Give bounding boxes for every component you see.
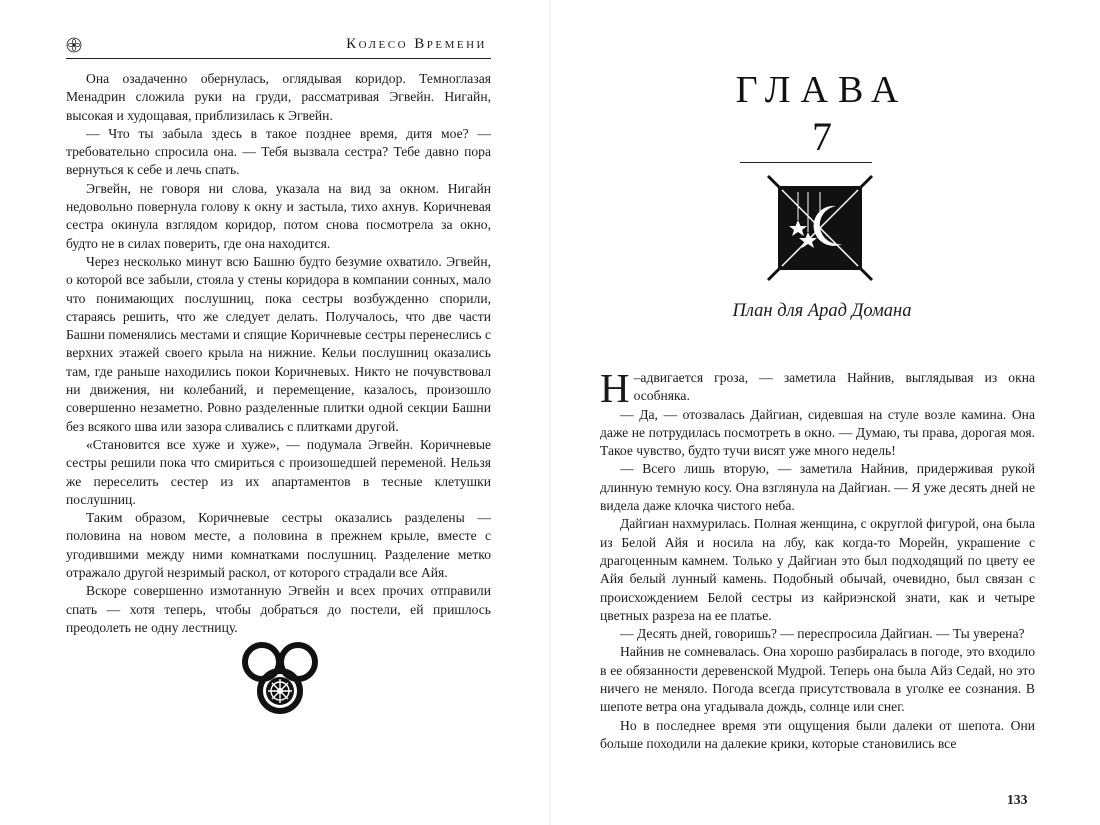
page-number: 133 [1007, 792, 1028, 807]
flower-ornament-icon [66, 37, 82, 53]
paragraph: Найнив не сомневалась. Она хорошо разбиралась в погоде, это входило в ее обязанности деревенской Мудрой. Теперь она была Айз Седай, но это ничего не меняло. Погода всегда присутствовала в уголке ее сознания. В шепоте ветра она угадывала дождь, солнце или снег. [600, 644, 1035, 715]
paragraph [600, 365, 1035, 411]
paragraph: — Всего лишь вторую, — заметила Найнив, придерживая рукой длинную темную косу. Она взглянула на Дайгиан. — Я уже десять дней не видела даже клочка чистого неба. [600, 461, 1035, 514]
chapter-emblem-icon [764, 172, 876, 284]
chapter-heading: ГЛАВА [735, 69, 909, 111]
dialogue-dash: – [633, 370, 641, 385]
paragraph-text: адвигается гроза, — заметила Найнив, выглядывая из окна особняка. [633, 370, 1035, 404]
left-page [0, 0, 548, 825]
running-head-title: Колесо Времени [346, 36, 487, 52]
paragraph: Эгвейн, не говоря ни слова, указала на вид за окном. Нигайн недовольно повернула голову к окну и застыла, тихо ахнув. Коричневая сестра окинула взглядом коридор, потом снова посмотрела за окно, будто не в силах поверить, где она находится. [66, 180, 491, 251]
chapter-title: План для Арад Домана [732, 301, 912, 321]
left-text-block [66, 70, 491, 637]
paragraph: — Десять дней, говоришь? — переспросила Дайгиан. — Ты уверена? [620, 626, 1025, 642]
chapter-rule [740, 162, 872, 163]
paragraph: Вскоре совершенно измотанную Эгвейн и всех прочих отправили спать — хотя теперь, чтобы добраться до постели, ей пришлось преодолеть не одну лестницу. [66, 583, 491, 635]
paragraph: Она озадаченно обернулась, оглядывая коридор. Темноглазая Менадрин сложила руки на груди, рассматривая Эгвейн. Нигайн, высокая и худощавая, приблизилась к Эгвейн. [66, 71, 491, 123]
paragraph: — Да, — отозвалась Дайгиан, сидевшая на стуле возле камина. Она даже не потрудилась посмотреть в окно. — Думаю, ты права, дорогая моя. Такое чувство, будто тучи висят уже много недель! [600, 406, 1035, 459]
paragraph: — Что ты забыла здесь в такое позднее время, дитя мое? — требовательно спросила она. — Тебя вызвала сестра? Тебе давно пора вернуться к себе и лечь спать. [66, 125, 491, 178]
running-head [66, 36, 491, 59]
paragraph: Дайгиан нахмурилась. Полная женщина, с округлой фигурой, она была из Белой Айя и носила на лбу, как когда-то Морейн, украшение с драгоценным камнем. Только у Дайгиан это был подходящий по цвету ее Айя белый лунный камень. Подобный обычай, очевидно, был связан с происхождением Белой сестры из кайриэнской знати, как и четыре цветных разреза на ее платье. [600, 516, 1035, 623]
wheel-of-time-logo-icon [240, 636, 322, 718]
paragraph: Таким образом, Коричневые сестры оказались разделены — половина на новом месте, а половина в прежнем крыле, вместе с угодившими между ними комнатками послушниц. Разделение метко отражало другой незримый раскол, от которого страдали все Айя. [66, 510, 491, 581]
dropcap: Н [600, 365, 630, 411]
book-gutter [549, 0, 551, 825]
chapter-number: 7 [812, 114, 832, 159]
paragraph: Но в последнее время эти ощущения были далеки от шепота. Они больше походили на далекие крики, которые становились все [600, 717, 1035, 751]
right-page [552, 0, 1100, 825]
right-text-block [600, 365, 1035, 753]
paragraph: «Становится все хуже и хуже», — подумала Эгвейн. Коричневые сестры решили пока что смириться с произошедшей переменой. Нельзя же переселить сестер из их апартаментов в тесные клетушки послушниц. [66, 436, 491, 507]
paragraph: Через несколько минут всю Башню будто безумие охватило. Эгвейн, о которой все забыли, стояла у стены коридора в компании сонных, мало что понимающих послушниц, пока сестры возбужденно спорили, стараясь решить, что же следует делать. Получалось, что две части Башни поменялись местами и спящие Коричневые сестры перенеслись с верхних этажей своего крыла на нижние. Кельи послушниц оказались там, где раньше находились покои Коричневых. Никто не почувствовал ни движения, ни колебаний, и перемещение, казалось, произошло совершенно незаметно. Ровно разделенные плитки одной секции Башни без всякого шва или зазора сливались с плитками другой. [66, 253, 491, 434]
